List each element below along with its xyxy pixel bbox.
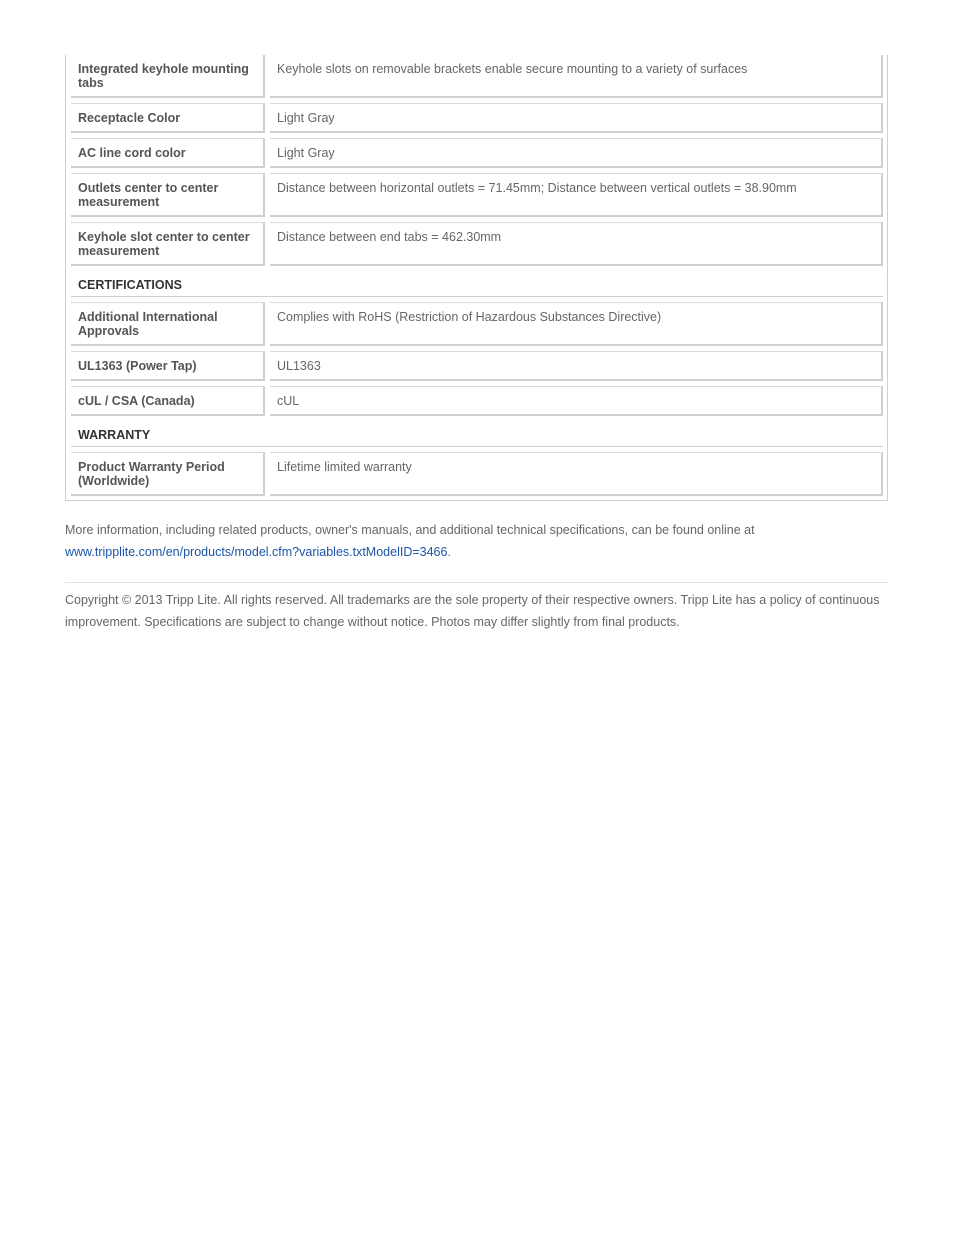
spec-row [71,302,883,346]
spec-label: Integrated keyhole mounting tabs [71,55,265,98]
spec-row [71,222,883,266]
spec-value: cUL [270,386,883,416]
spec-row [71,351,883,381]
spec-label: AC line cord color [71,138,265,168]
section-heading-warranty: WARRANTY [71,421,883,447]
spec-value: Light Gray [270,138,883,168]
spec-label: Additional International Approvals [71,302,265,346]
spec-table [65,55,888,501]
spec-value: Lifetime limited warranty [270,452,883,496]
spec-value: Distance between end tabs = 462.30mm [270,222,883,266]
spec-label: UL1363 (Power Tap) [71,351,265,381]
spec-value: Keyhole slots on removable brackets enable secure mounting to a variety of surfaces [270,55,883,98]
more-info-paragraph [65,519,888,563]
spec-value: UL1363 [270,351,883,381]
copyright-notice: Copyright © 2013 Tripp Lite. All rights reserved. All trademarks are the sole property of their respective owners. Tripp Lite has a policy of continuous improvement. Specifications are subject to change without notice. Photos may differ slightly from final products. [65,593,880,629]
more-info-text: More information, including related products, owner's manuals, and additional technical specifications, can be found online at [65,523,755,537]
spec-value: Complies with RoHS (Restriction of Hazardous Substances Directive) [270,302,883,346]
spec-label: cUL / CSA (Canada) [71,386,265,416]
spec-row [71,103,883,133]
section-heading-certifications: CERTIFICATIONS [71,271,883,297]
spec-rows-top [71,55,883,266]
spec-label: Keyhole slot center to center measurement [71,222,265,266]
spec-row [71,386,883,416]
spec-label: Receptacle Color [71,103,265,133]
spec-rows-warranty [71,452,883,496]
spec-label: Outlets center to center measurement [71,173,265,217]
spec-value: Distance between horizontal outlets = 71.45mm; Distance between vertical outlets = 38.90mm [270,173,883,217]
product-page-link[interactable]: www.tripplite.com/en/products/model.cfm?variables.txtModelID=3466 [65,545,448,559]
spec-label: Product Warranty Period (Worldwide) [71,452,265,496]
spec-rows-certifications [71,302,883,416]
spec-row [71,55,883,98]
spec-row [71,173,883,217]
spec-row [71,138,883,168]
footer-divider [65,582,888,583]
more-info-end: . [447,545,451,559]
spec-row [71,452,883,496]
spec-value: Light Gray [270,103,883,133]
